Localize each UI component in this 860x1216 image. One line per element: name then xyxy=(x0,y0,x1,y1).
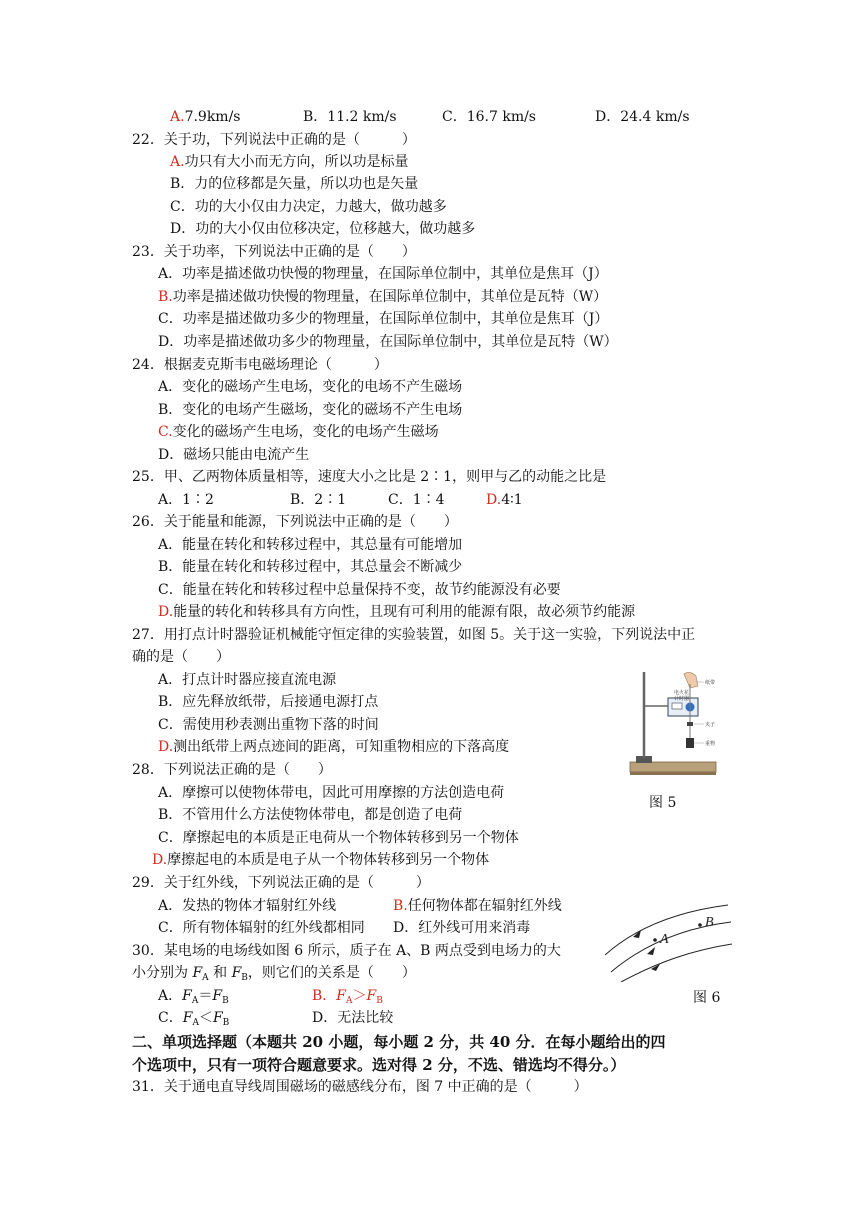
q27-option-a: A．打点计时器应接直流电源 xyxy=(158,672,337,688)
q26-stem: 26．关于能量和能源，下列说法中正确的是（ ） xyxy=(132,514,458,530)
q27-stem-line2: 确的是（ ） xyxy=(132,649,230,665)
q21-option-c: C．16.7 km/s xyxy=(442,109,536,125)
fig5-label-weight: 重物 xyxy=(705,741,716,747)
q23-stem: 23．关于功率，下列说法中正确的是（ ） xyxy=(132,244,416,260)
section-2-heading-line2: 个选项中，只有一项符合题意要求。选对得 2 分，不选、错选均不得分。） xyxy=(132,1056,626,1074)
q24-option-a: A．变化的磁场产生电场，变化的电场不产生磁场 xyxy=(158,379,463,395)
fig6-label-b: B xyxy=(705,915,714,930)
q24-option-d: D．磁场只能由电流产生 xyxy=(158,447,310,463)
q22-stem: 22．关于功，下列说法中正确的是（ ） xyxy=(132,132,416,148)
q22-option-a: A.功只有大小而无方向，所以功是标量 xyxy=(170,154,409,170)
figure-6-field-lines xyxy=(603,900,733,982)
q22-option-d: D．功的大小仅由位移决定，位移越大，做功越多 xyxy=(170,221,476,237)
q25-stem: 25．甲、乙两物体质量相等，速度大小之比是 2∶1，则甲与乙的动能之比是 xyxy=(132,469,607,485)
q25-option-d: D.4∶1 xyxy=(486,492,523,508)
q30-option-b: B．$F_A>F_B$ xyxy=(312,988,383,1006)
section-2-heading-line1: 二、单项选择题（本题共 20 小题，每小题 2 分，共 40 分．在每小题给出的四 xyxy=(132,1033,666,1051)
figure-6-caption: 图 6 xyxy=(693,990,721,1006)
q23-option-b: B.功率是描述做功快慢的物理量，在国际单位制中，其单位是瓦特（W） xyxy=(158,289,608,305)
fig5-label-timer-2: 计时器 xyxy=(674,696,690,702)
q24-option-b: B．变化的电场产生磁场，变化的磁场不产生电场 xyxy=(158,402,463,418)
q29-option-c: C．所有物体辐射的红外线都相同 xyxy=(158,920,365,936)
q26-option-b: B．能量在转化和转移过程中，其总量会不断减少 xyxy=(158,559,463,575)
q25-option-b: B．2∶1 xyxy=(290,492,347,508)
figure-5-apparatus xyxy=(628,668,720,780)
q28-option-a: A．摩擦可以使物体带电，因此可用摩擦的方法创造电荷 xyxy=(158,785,505,801)
q25-option-a: A．1∶2 xyxy=(158,492,214,508)
q30-option-c: C．$F_A<F_B$ xyxy=(158,1010,230,1028)
q29-option-d: D．红外线可用来消毒 xyxy=(393,920,531,936)
q30-stem-line1: 30．某电场的电场线如图 6 所示，质子在 A、B 两点受到电场力的大 xyxy=(132,943,561,959)
q29-option-b: B.任何物体都在辐射红外线 xyxy=(393,898,562,914)
q27-option-d: D.测出纸带上两点迹间的距离，可知重物相应的下落高度 xyxy=(158,739,510,755)
figure-5-caption: 图 5 xyxy=(649,795,677,811)
q27-stem-line1: 27．用打点计时器验证机械能守恒定律的实验装置，如图 5。关于这一实验，下列说法中正 xyxy=(132,627,696,643)
q22-option-c: C．功的大小仅由力决定，力越大，做功越多 xyxy=(170,199,447,215)
q26-option-a: A．能量在转化和转移过程中，其总量有可能增加 xyxy=(158,537,463,553)
q21-option-a: A.7.9km/s xyxy=(170,109,241,125)
q21-option-b: B．11.2 km/s xyxy=(303,109,397,125)
q28-stem: 28．下列说法正确的是（ ） xyxy=(132,762,332,778)
q22-option-b: B．力的位移都是矢量，所以功也是矢量 xyxy=(170,176,419,192)
q21-option-d: D．24.4 km/s xyxy=(595,109,690,125)
q30-stem-line2: 小分别为 $F_A$ 和 $F_B$，则它们的关系是（ ） xyxy=(132,965,416,983)
q26-option-c: C．能量在转化和转移过程中总量保持不变，故节约能源没有必要 xyxy=(158,582,561,598)
q27-option-c: C．需使用秒表测出重物下落的时间 xyxy=(158,717,379,733)
q29-option-a: A．发热的物体才辐射红外线 xyxy=(158,898,337,914)
q28-option-c: C．摩擦起电的本质是正电荷从一个物体转移到另一个物体 xyxy=(158,830,519,846)
q30-option-d: D．无法比较 xyxy=(312,1010,394,1026)
q28-option-d: D.摩擦起电的本质是电子从一个物体转移到另一个物体 xyxy=(152,852,490,868)
q27-option-b: B．应先释放纸带，后接通电源打点 xyxy=(158,694,379,710)
q23-option-a: A．功率是描述做功快慢的物理量，在国际单位制中，其单位是焦耳（J） xyxy=(158,266,608,282)
q24-option-c: C.变化的磁场产生电场，变化的电场产生磁场 xyxy=(158,424,439,440)
q31-stem: 31．关于通电直导线周围磁场的磁感线分布，图 7 中正确的是（ ） xyxy=(132,1079,588,1095)
q30-option-a: A．$F_A=F_B$ xyxy=(158,988,229,1006)
q28-option-b: B．不管用什么方法使物体带电，都是创造了电荷 xyxy=(158,807,463,823)
q26-option-d: D.能量的转化和转移具有方向性，且现有可利用的能源有限，故必须节约能源 xyxy=(158,604,636,620)
fig6-label-a: A xyxy=(660,932,669,947)
q25-option-c: C．1∶4 xyxy=(388,492,445,508)
q29-stem: 29．关于红外线，下列说法正确的是（ ） xyxy=(132,875,430,891)
fig5-label-timer: 电火花 xyxy=(674,690,690,696)
fig5-label-clip: 夹子 xyxy=(705,722,716,728)
q23-option-c: C．功率是描述做功多少的物理量，在国际单位制中，其单位是焦耳（J） xyxy=(158,311,609,327)
q24-stem: 24．根据麦克斯韦电磁场理论（ ） xyxy=(132,357,388,373)
q23-option-d: D．功率是描述做功多少的物理量，在国际单位制中，其单位是瓦特（W） xyxy=(158,334,618,350)
fig5-label-tape: 纸带 xyxy=(705,680,716,686)
